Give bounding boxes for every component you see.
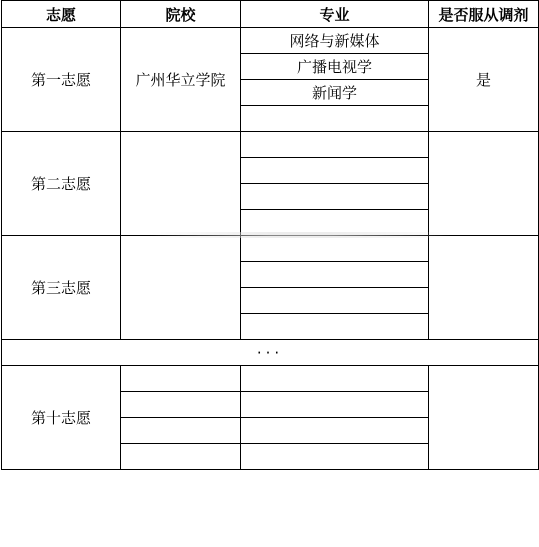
preference-cell: 第三志愿 [2,236,121,340]
adjustment-cell [429,236,539,340]
major-cell [241,132,429,158]
table-row [2,236,539,262]
ellipsis-cell: ··· [2,340,539,366]
school-cell [121,236,241,340]
school-cell: 广州华立学院 [121,28,241,132]
major-cell [241,210,429,236]
ellipsis-row [2,340,539,366]
school-cell [121,418,241,444]
adjustment-cell: 是 [429,28,539,132]
header-school: 院校 [121,1,241,28]
preference-cell: 第一志愿 [2,28,121,132]
table-row [2,132,539,158]
major-cell: 新闻学 [241,80,429,106]
major-cell [241,366,429,392]
major-cell [241,288,429,314]
major-cell [241,444,429,470]
major-cell [241,392,429,418]
header-adjustment: 是否服从调剂 [429,1,539,28]
table-row [2,366,539,392]
adjustment-cell [429,366,539,470]
preference-cell: 第十志愿 [2,366,121,470]
major-cell [241,184,429,210]
major-cell [241,418,429,444]
major-cell: 网络与新媒体 [241,28,429,54]
school-cell [121,444,241,470]
header-major: 专业 [241,1,429,28]
major-cell [241,314,429,340]
major-cell [241,106,429,132]
table-row [2,28,539,54]
school-cell [121,392,241,418]
major-cell [241,236,429,262]
major-cell [241,158,429,184]
preference-cell: 第二志愿 [2,132,121,236]
school-cell [121,132,241,236]
major-cell [241,262,429,288]
header-preference: 志愿 [2,1,121,28]
major-cell: 广播电视学 [241,54,429,80]
header-row [2,1,539,28]
preference-table [1,0,539,470]
adjustment-cell [429,132,539,236]
school-cell [121,366,241,392]
